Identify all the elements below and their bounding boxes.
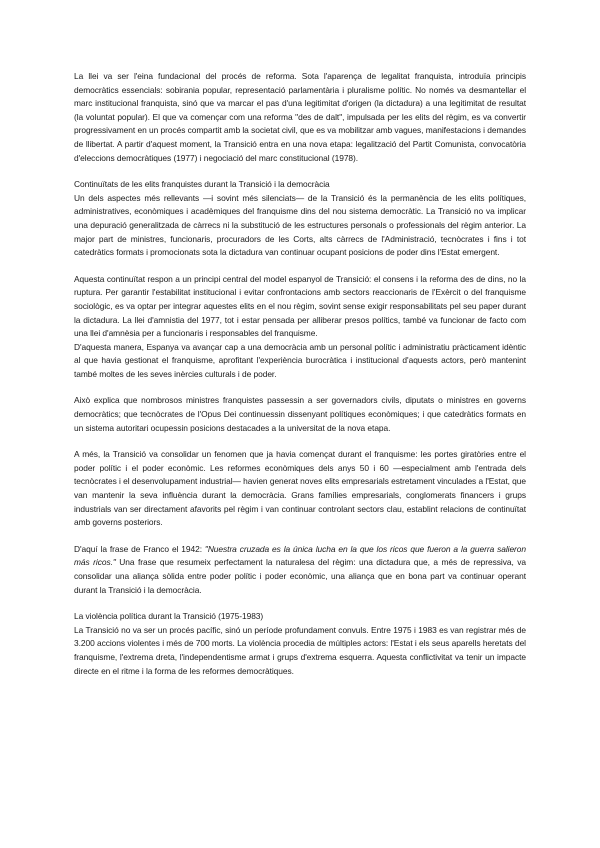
document-body <box>74 70 526 691</box>
section-heading-elite-continuity: Continuïtats de les elits franquistes durant la Transició i la democràcia <box>74 179 330 190</box>
paragraph-political-violence: La Transició no va ser un procés pacífic, sinó un període profundament convuls. Entre 1975 i 1983 es van registrar més de 3.200 accions violentes i més de 700 morts. La violència procedia de múltiples actors: l'Estat i els seus aparells heretats del franquisme, l'extrema dreta, l'independentisme armat i grups d'extrema esquerra. Aquesta conflictivitat va tenir un impacte directe en el ritme i la forma de les reformes democràtiques. <box>74 624 526 676</box>
paragraph-ministers-continuity: Això explica que nombrosos ministres franquistes passessin a ser governadors civils, diputats o ministres en governs democràtics; que tecnòcrates de l'Opus Dei continuessin dissenyant polítiques econòmiques; i que catedràtics formats en un sistema autoritari ocupessin posicions destacades a la universitat de la nova etapa. <box>74 395 526 433</box>
quote-commentary: Una frase que resumeix perfectament la naturalesa del règim: una dictadura que, a més de repressiva, va consolidar una aliança sòlida entre poder polític i poder econòmic, una aliança que en bona part va continuar operant durant la Transició i la democràcia. <box>74 557 526 595</box>
paragraph-law-reform: La llei va ser l'eina fundacional del procés de reforma. Sota l'aparença de legalitat franquista, introduïa principis democràtics essencials: sobirania popular, representació parlamentària i pluralisme polític. No només va desmantellar el marc institucional franquista, sinó que va marcar el pas d'una legitimitat d'origen (la dictadura) a una legitimitat de resultat (la voluntat popular). El que va començar com una reforma "des de dalt", impulsada per les elits del règim, es va convertir progressivament en un procés compartit amb la societat civil, que es va mobilitzar amb vagues, manifestacions i demandes de llibertat. A partir d'aquest moment, la Transició entra en una nova etapa: legalització del Partit Comunista, convocatòria d'eleccions democràtiques (1977) i negociació del marc constitucional (1978). <box>74 71 526 163</box>
paragraph-consensus-principle: Aquesta continuïtat respon a un principi central del model espanyol de Transició: el consens i la reforma des de dins, no la ruptura. Per garantir l'estabilitat institucional i evitar confrontacions amb sectors reaccionaris de l'Exèrcit o del franquisme sociològic, es va optar per integrar aquestes elits en el nou règim, sovint sense exigir responsabilitats pel seu paper durant la dictadura. La llei d'amnistia del 1977, tot i estar pensada per alliberar presos polítics, també va funcionar de facto com una llei d'amnèsia per a funcionaris i responsables del franquisme. <box>74 273 526 339</box>
paragraph-franco-quote <box>74 543 526 597</box>
paragraph-revolving-doors: A més, la Transició va consolidar un fenomen que ja havia començat durant el franquisme: les portes giratòries entre el poder polític i el poder econòmic. Les reformes econòmiques dels anys 50 i 60 —especialment amb l'entrada dels tecnòcrates i el desenvolupament industrial— havien generat noves elits empresarials estretament vinculades a l'Estat, que van mantenir la seva influència durant la democràcia. Grans famílies empresarials, conglomerats financers i grups industrials van ser directament afavorits pel règim i van continuar controlant sectors clau, establint relacions de continuïtat amb governs posteriors. <box>74 449 526 528</box>
paragraph-elite-permanence: Un dels aspectes més rellevants —i sovint més silenciats— de la Transició és la permanència de les elits polítiques, administratives, econòmiques i acadèmiques del franquisme dins del nou sistema democràtic. La Transició no va implicar una depuració generalitzada de càrrecs ni la substitució de les estructures personals o professionals del règim anterior. La major part de ministres, funcionaris, procuradors de les Corts, alts càrrecs de l'Administració, tecnòcrates i fins i tot catedràtics formats i promocionats sota la dictadura van continuar ocupant posicions de poder dins l'Estat emergent. <box>74 192 526 258</box>
section-heading-political-violence: La violència política durant la Transició (1975-1983) <box>74 611 264 622</box>
paragraph-spain-democracy: D'aquesta manera, Espanya va avançar cap a una democràcia amb un personal polític i administratiu pràcticament idèntic al que havia gestionat el franquisme, aprofitant l'experiència burocràtica i institucional d'aquests actors, però mantenint també moltes de les seves inèrcies culturals i de poder. <box>74 341 526 379</box>
franco-quote: "Nuestra cruzada es la única lucha en la que los ricos que fueron a la guerra salieron más ricos." <box>74 543 527 568</box>
quote-intro: D'aquí la frase de Franco el 1942: <box>74 543 205 554</box>
